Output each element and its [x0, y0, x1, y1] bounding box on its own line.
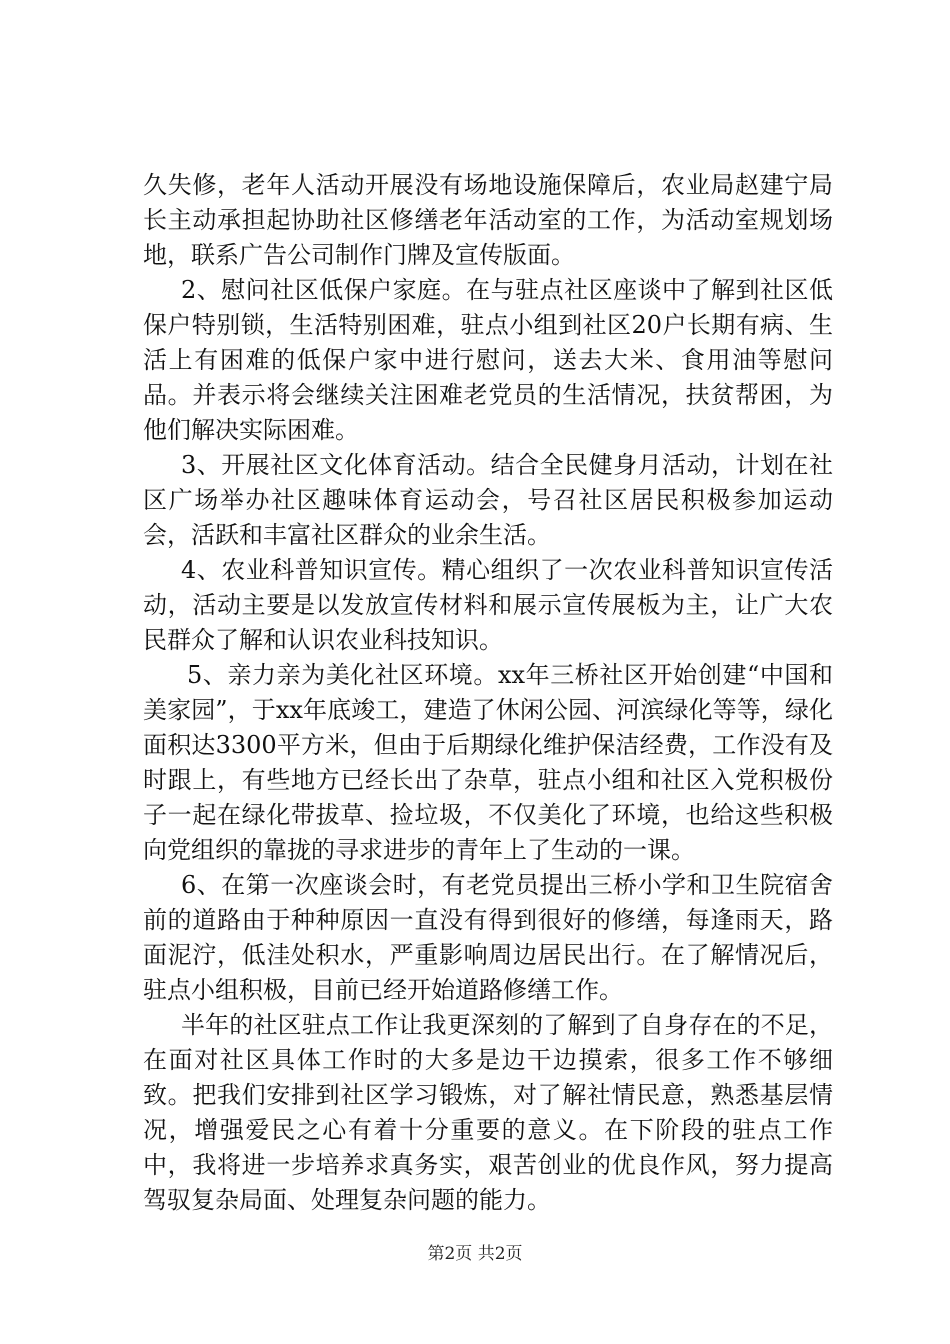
paragraph-summary: 半年的社区驻点工作让我更深刻的了解到了自身存在的不足，在面对社区具体工作时的大多是边干边摸索，很多工作不够细致。把我们安排到社区学习锻炼，对了解社情民意，熟悉基层情况，增强爱民之心有着十分重要的意义。在下阶段的驻点工作中，我将进一步培养求真务实，艰苦创业的优良作风，努力提高驾驭复杂局面、处理复杂问题的能力。	[143, 1011, 833, 1214]
paragraph-item-5: 5、亲力亲为美化社区环境。xx年三桥社区开始创建“中国和美家园”，于xx年底竣工，建造了休闲公园、河滨绿化等等，绿化面积达3300平方米，但由于后期绿化维护保洁经费，工作没有及时跟上，有些地方已经长出了杂草，驻点小组和社区入党积极份子一起在绿化带拔草、捡垃圾，不仅美化了环境，也给这些积极向党组织的靠拢的寻求进步的青年上了生动的一课。	[143, 661, 833, 864]
page-footer: 第2页 共2页	[427, 1244, 523, 1264]
paragraph-item-2: 2、慰问社区低保户家庭。在与驻点社区座谈中了解到社区低保户特别锁，生活特别困难，驻点小组到社区20户长期有病、生活上有困难的低保户家中进行慰问，送去大米、食用油等慰问品。并表示将会继续关注困难老党员的生活情况，扶贫帮困，为他们解决实际困难。	[143, 276, 833, 444]
document-body	[143, 168, 833, 1218]
paragraph-continuation: 久失修，老年人活动开展没有场地设施保障后，农业局赵建宁局长主动承担起协助社区修缮老年活动室的工作，为活动室规划场地，联系广告公司制作门牌及宣传版面。	[143, 171, 833, 269]
paragraph-item-6: 6、在第一次座谈会时，有老党员提出三桥小学和卫生院宿舍前的道路由于种种原因一直没有得到很好的修缮，每逢雨天，路面泥泞，低洼处积水，严重影响周边居民出行。在了解情况后，驻点小组积极，目前已经开始道路修缮工作。	[143, 871, 833, 1004]
paragraph-item-4: 4、农业科普知识宣传。精心组织了一次农业科普知识宣传活动，活动主要是以发放宣传材料和展示宣传展板为主，让广大农民群众了解和认识农业科技知识。	[143, 556, 833, 654]
paragraph-item-3: 3、开展社区文化体育活动。结合全民健身月活动，计划在社区广场举办社区趣味体育运动会，号召社区居民积极参加运动会，活跃和丰富社区群众的业余生活。	[143, 451, 833, 549]
